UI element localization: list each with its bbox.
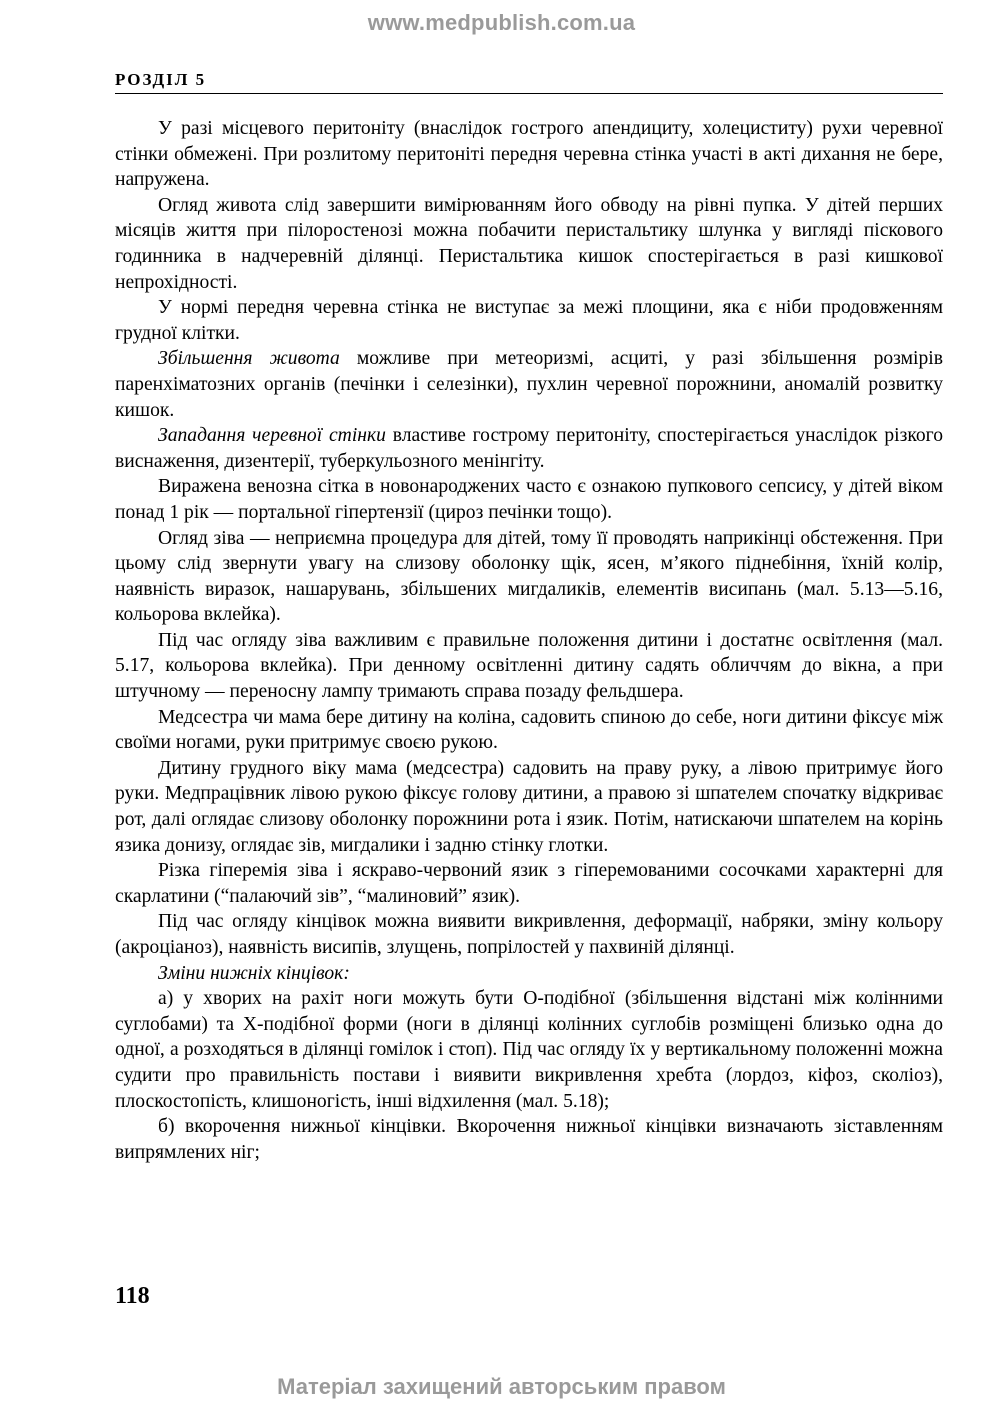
paragraph: Дитину грудного віку мама (медсестра) садовить на праву руку, а лівою притримує його руки. Медпрацівник лівою рукою фіксує голову дитини, а правою зі шпателем спочатку відкриває рот, далі оглядає слизову оболонку порожнини рота і язик. Потім, натискаючи шпателем на корінь язика донизу, оглядає зів, мигдалики і задню стінку глотки. xyxy=(115,757,943,856)
page-body xyxy=(115,116,943,1165)
paragraph: Огляд зіва — неприємна процедура для дітей, тому її проводять наприкінці обстеження. При цьому слід звернути увагу на слизову оболонку щік, ясен, м’якого піднебіння, їхній колір, наявність виразок, нашарувань, збільшених мигдаликів, елементів висипань (мал. 5.13—5.16, кольорова вклейка). xyxy=(115,527,943,626)
paragraph: Виражена венозна сітка в новонароджених часто є ознакою пупкового сепсису, у дітей віком понад 1 рік — портальної гіпертензії (цироз печінки тощо). xyxy=(115,476,943,523)
page-number: 118 xyxy=(115,1283,150,1309)
paragraph: Під час огляду зіва важливим є правильне положення дитини і достатнє освітлення (мал. 5.17, кольорова вклейка). При денному освітленні дитину садять обличчям до вікна, а при штучному — переносну лампу тримають справа позаду фельдшера. xyxy=(115,629,943,703)
section-subheading xyxy=(115,961,943,987)
paragraph: Западання черевної стінки властиве гострому перитоніту, спостерігається унаслідок різкого виснаження, дизентерії, туберкульозного менінгіту. xyxy=(115,425,943,472)
watermark-bottom: Матеріал захищений авторським правом xyxy=(277,1374,726,1399)
paragraph: Огляд живота слід завершити вимірюванням його обводу на рівні пупка. У дітей перших місяців життя при пілоростенозі можна побачити перистальтику шлунка у вигляді піскового годинника в надчеревній ділянці. Перистальтика кишок спостерігається в разі кишкової непрохідності. xyxy=(115,194,943,293)
running-header: РОЗДІЛ 5 xyxy=(115,70,943,94)
italic-term: Зміни нижніх кінцівок: xyxy=(158,962,350,984)
list-item: б) вкорочення нижньої кінцівки. Вкорочення нижньої кінцівки визначають зіставленням випрямлених ніг; xyxy=(115,1116,943,1163)
paragraph: Під час огляду кінцівок можна виявити викривлення, деформації, набряки, зміну кольору (акроціаноз), наявність висипів, злущень, попрілостей у пахвиній ділянці. xyxy=(115,911,943,958)
paragraph: Збільшення живота можливе при метеоризмі, асциті, у разі збільшення розмірів паренхіматозних органів (печінки і селезінки), пухлин черевної порожнини, аномалій розвитку кишок. xyxy=(115,348,943,421)
italic-term: Западання черевної стінки xyxy=(158,425,386,447)
italic-term: Збільшення живота xyxy=(158,348,340,370)
paragraph: Медсестра чи мама бере дитину на коліна, садовить спиною до себе, ноги дитини фіксує між своїми ногами, руки притримує своєю рукою. xyxy=(115,706,943,754)
watermark-top: www.medpublish.com.ua xyxy=(367,10,636,35)
paragraph: У нормі передня черевна стінка не виступає за межі площини, яка є ніби продовженням грудної клітки. xyxy=(115,297,943,344)
paragraph: Різка гіперемія зіва і яскраво-червоний язик з гіперемованими сосочками характерні для скарлатини (“палаючий зів”, “малиновий” язик). xyxy=(115,860,943,907)
paragraph: У разі місцевого перитоніту (внаслідок гострого апендициту, холециститу) рухи черевної стінки обмежені. При розлитому перитоніті передня черевна стінка участі в акті дихання не бере, напружена. xyxy=(115,118,943,191)
list-item: а) у хворих на рахіт ноги можуть бути О-подібної (збільшення відстані між колінними суглобами) та Х-подібної форми (ноги в ділянці колінних суглобів розміщені близько одна до одної, а розходяться в ділянці гомілок і стоп). Під час огляду їх у вертикальному положенні можна судити про правильність постави і виявити викривлення хребта (лордоз, кіфоз, сколіоз), плоскостопість, клишоногість, інші відхилення (мал. 5.18); xyxy=(115,988,943,1112)
